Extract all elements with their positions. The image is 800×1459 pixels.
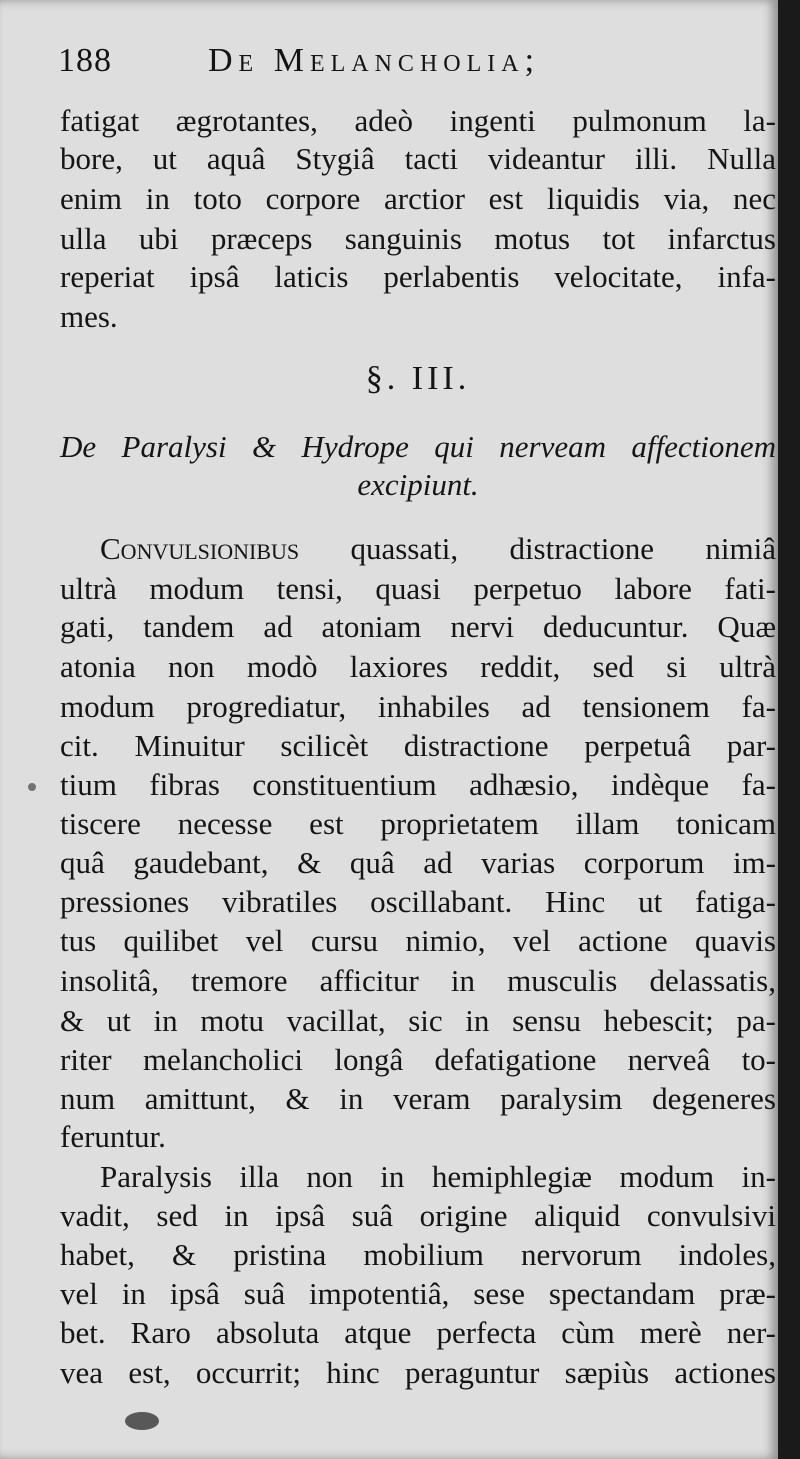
- ink-blot: [125, 1412, 159, 1430]
- section-subtitle-cont: excipiunt.: [357, 467, 479, 502]
- text-line: riter melancholici longâ defatigatione nerveâ to-: [60, 1042, 776, 1077]
- text-line: & ut in motu vacillat, sic in sensu hebescit; pa-: [60, 1003, 776, 1038]
- text-line: feruntur.: [60, 1119, 166, 1154]
- section-heading: §. III.: [365, 360, 471, 397]
- running-header: [58, 42, 628, 98]
- ink-speck: [28, 783, 36, 791]
- text-line: ultrà modum tensi, quasi perpetuo labore fati-: [60, 571, 776, 606]
- text-line: pressiones vibratiles oscillabant. Hinc ut fatiga-: [60, 884, 776, 919]
- section-subtitle: De Paralysi & Hydrope qui nerveam affectionem: [60, 429, 776, 464]
- opening-word: Convulsionibus: [100, 531, 300, 566]
- text-line: ulla ubi præceps sanguinis motus tot infarctus: [60, 221, 776, 256]
- text-line: bore, ut aquâ Stygiâ tacti videantur illi. Nulla: [60, 141, 776, 176]
- text-line: modum progrediatur, inhabiles ad tensionem fa-: [60, 689, 776, 724]
- text-line: num amittunt, & in veram paralysim degeneres: [60, 1081, 776, 1116]
- text-line: fatigat ægrotantes, adeò ingenti pulmonum la-: [60, 103, 776, 138]
- text-line: vel in ipsâ suâ impotentiâ, sese spectandam præ-: [60, 1276, 776, 1311]
- text-line: vadit, sed in ipsâ suâ origine aliquid convulsivi: [60, 1198, 776, 1233]
- text-line: atonia non modò laxiores reddit, sed si ultrà: [60, 649, 776, 684]
- paragraph-1-first-line: Convulsionibus quassati, distractione nimiâ: [100, 531, 776, 566]
- running-title: De Melancholia;: [208, 42, 541, 79]
- paragraph-2-first-line: Paralysis illa non in hemiphlegiæ modum in-: [100, 1159, 776, 1194]
- text-line: reperiat ipsâ laticis perlabentis velocitate, infa-: [60, 259, 776, 294]
- text-line: quâ gaudebant, & quâ ad varias corporum im-: [60, 845, 776, 880]
- text-line: tium fibras constituentium adhæsio, indèque fa-: [60, 767, 776, 802]
- text-line: vea est, occurrit; hinc peraguntur sæpiùs actiones: [60, 1355, 776, 1390]
- text-line: gati, tandem ad atoniam nervi deducuntur. Quæ: [60, 609, 776, 644]
- text-line: cit. Minuitur scilicèt distractione perpetuâ par-: [60, 728, 776, 763]
- text-line: insolitâ, tremore afficitur in musculis delassatis,: [60, 963, 776, 998]
- text-line: enim in toto corpore arctior est liquidis via, nec: [60, 181, 776, 216]
- text-line: tiscere necesse est proprietatem illam tonicam: [60, 806, 776, 841]
- page-number: 188: [58, 42, 112, 79]
- text-line: bet. Raro absoluta atque perfecta cùm merè ner-: [60, 1315, 776, 1350]
- text-line: tus quilibet vel cursu nimio, vel actione quavis: [60, 923, 776, 958]
- text-line: habet, & pristina mobilium nervorum indoles,: [60, 1237, 776, 1272]
- text-line: mes.: [60, 299, 118, 334]
